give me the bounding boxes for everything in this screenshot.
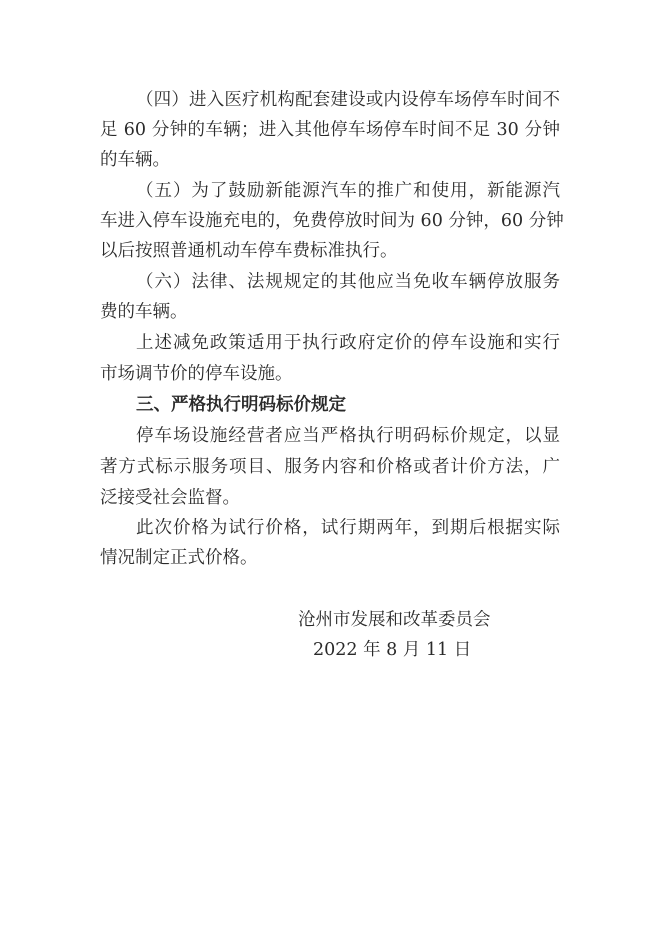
paragraph-4-line-1: （四）进入医疗机构配套建设或内设停车场停车时间不 [136,90,560,110]
section-heading: 三、严格执行明码标价规定 [136,395,346,415]
paragraph-4-line-3: 的车辆。 [100,150,170,170]
issuer-name: 沧州市发展和改革委员会 [298,610,491,630]
paragraph-5-line-2: 车进入停车设施充电的，免费停放时间为 60 分钟，60 分钟 [100,211,564,231]
issue-date: 2022 年 8 月 11 日 [313,640,472,660]
paragraph-5-line-3: 以后按照普通机动车停车费标准执行。 [100,241,398,261]
section-3-paragraph-1-line-2: 著方式标示服务项目、服务内容和价格或者计价方法，广 [100,457,560,477]
paragraph-6-line-2: 费的车辆。 [100,302,188,322]
paragraph-7-line-1: 上述减免政策适用于执行政府定价的停车设施和实行 [136,333,560,353]
section-3-paragraph-2-line-1: 此次价格为试行价格，试行期两年，到期后根据实际 [136,518,560,538]
paragraph-5-line-1: （五）为了鼓励新能源汽车的推广和使用，新能源汽 [136,181,560,201]
paragraph-4-line-2: 足 60 分钟的车辆；进入其他停车场停车时间不足 30 分钟 [100,120,560,140]
paragraph-7-line-2: 市场调节价的停车设施。 [100,364,293,384]
section-3-paragraph-1-line-3: 泛接受社会监督。 [100,488,240,508]
paragraph-6-line-1: （六）法律、法规规定的其他应当免收车辆停放服务 [136,272,560,292]
section-3-paragraph-2-line-2: 情况制定正式价格。 [100,548,258,568]
section-3-paragraph-1-line-1: 停车场设施经营者应当严格执行明码标价规定，以显 [136,426,560,446]
